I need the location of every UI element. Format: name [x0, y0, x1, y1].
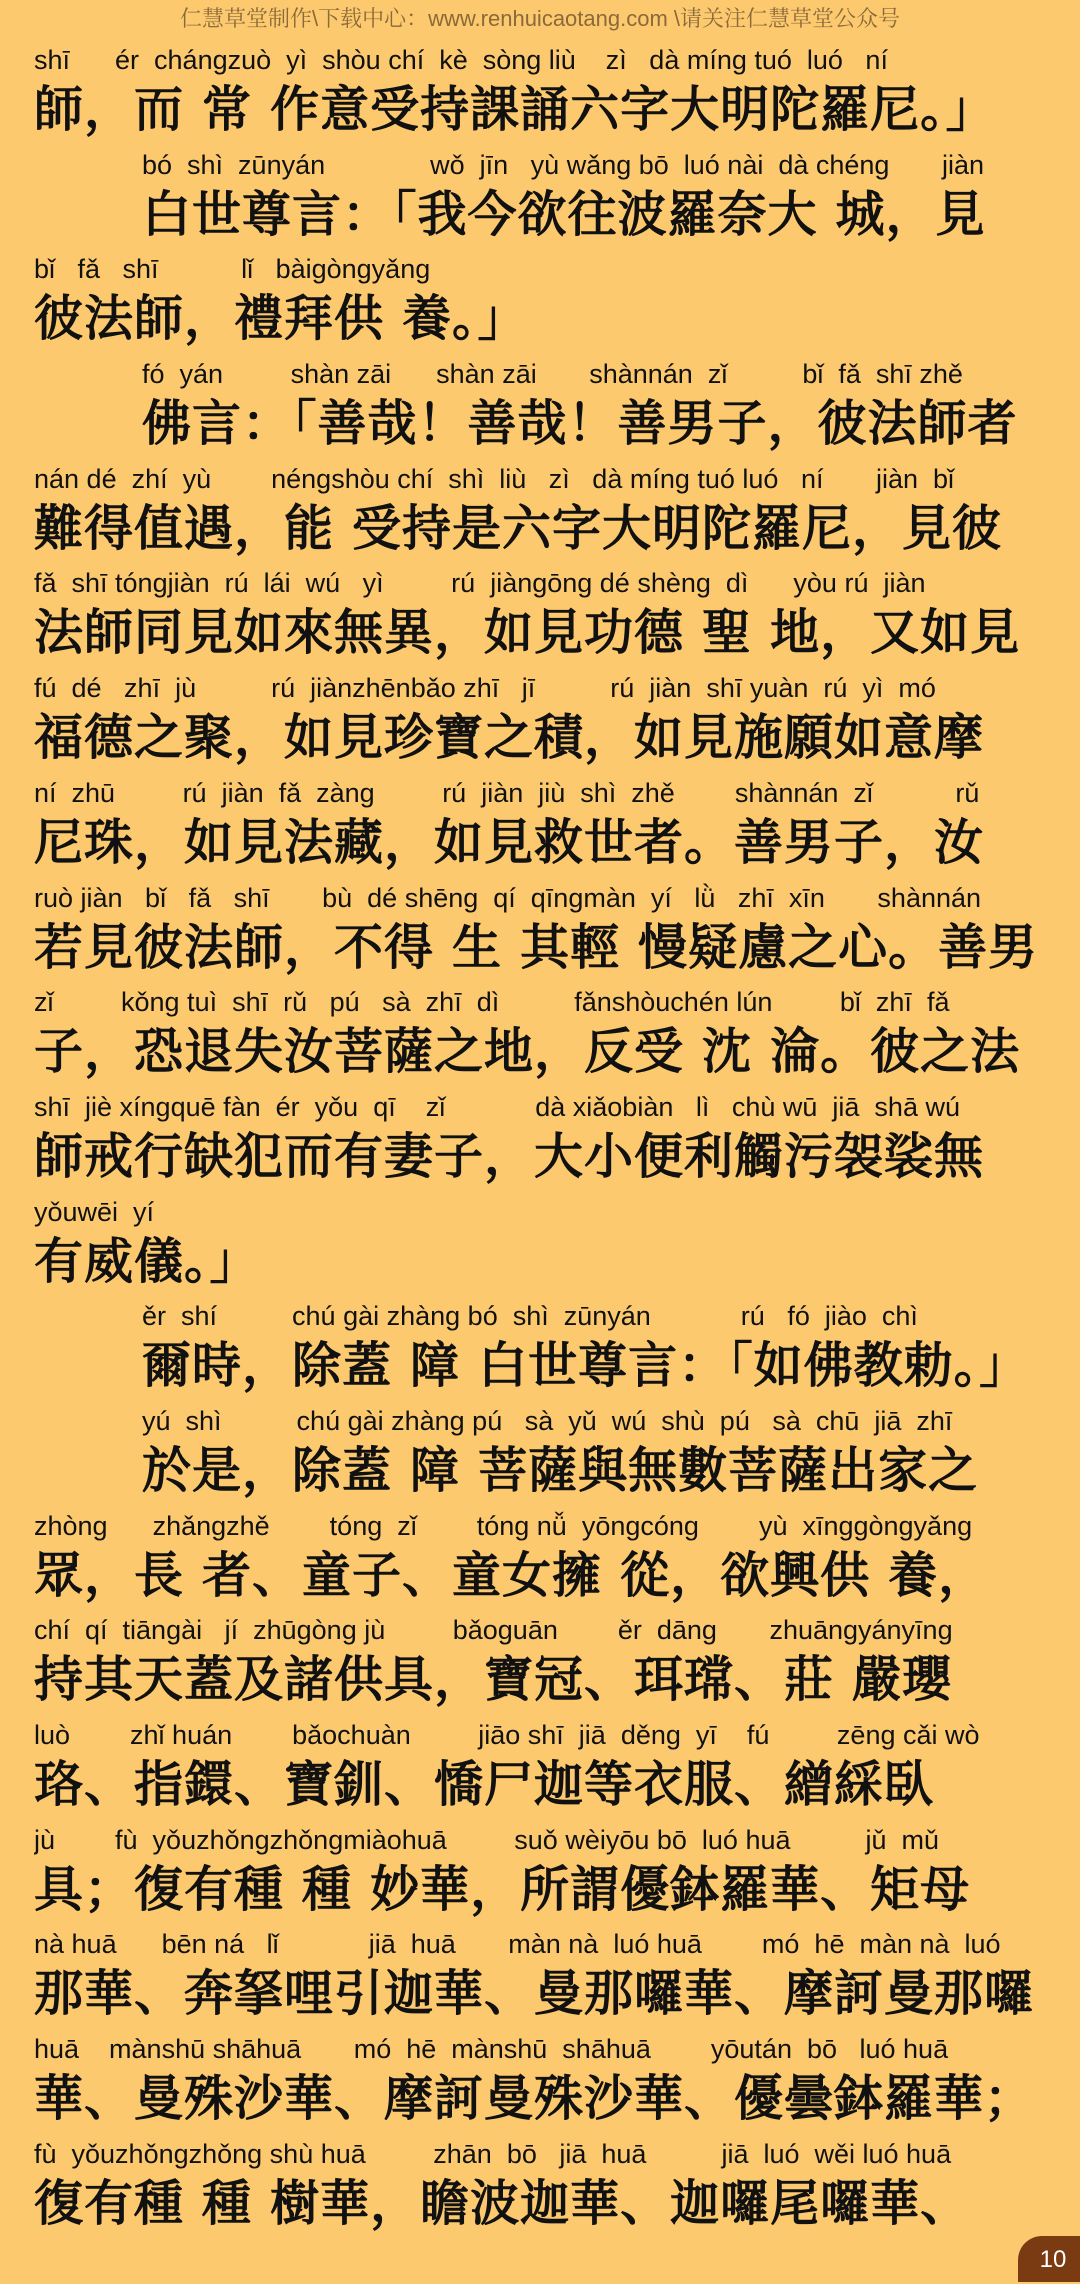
- chinese-text: 珞、指鐶、寶釧、憍尸迦等衣服、繒綵臥: [34, 1756, 935, 1813]
- text-line: [34, 868, 1046, 976]
- chinese-text: 佛言：「善哉！善哉！善男子，彼法師者: [142, 395, 1018, 453]
- pinyin-annotation: fó yán shàn zāi shàn zāi shànnán zǐ bǐ fǎ shī zhě: [142, 359, 963, 390]
- page-number-badge: 10: [1018, 2236, 1080, 2282]
- chinese-text: 若見彼法師，不得 生 其輕 慢疑慮之心。善男: [34, 918, 1039, 976]
- pinyin-annotation: bǐ fǎ shī lǐ bàigòngyǎng: [34, 254, 431, 285]
- text-line: [34, 344, 1046, 453]
- chinese-text: 具；復有種 種 妙華，所謂優鉢羅華、矩母: [34, 1860, 971, 1918]
- chinese-text: 白世尊言：「我今欲往波羅奈大 城，見: [142, 185, 986, 243]
- text-line: [34, 1496, 1046, 1604]
- pinyin-annotation: ěr shí chú gài zhàng bó shì zūnyán rú fó jiào chì: [142, 1301, 918, 1332]
- pinyin-annotation: zǐ kǒng tuì shī rǔ pú sà zhī dì fǎnshòuchén lún bǐ zhī fǎ: [34, 987, 950, 1018]
- text-line: [34, 1077, 1046, 1185]
- chinese-text: 那華、奔拏哩引迦華、曼那囉華、摩訶曼那囉: [34, 1965, 1035, 2023]
- chinese-text: 法師同見如來無異，如見功德 聖 地，又如見: [34, 604, 1021, 662]
- pinyin-annotation: jù fù yǒuzhǒngzhǒngmiàohuā suǒ wèiyōu bō luó huā jǔ mǔ: [34, 1824, 940, 1855]
- pinyin-annotation: bó shì zūnyán wǒ jīn yù wǎng bō luó nài dà chéng jiàn: [142, 149, 984, 180]
- chinese-text: 福德之聚，如見珍寶之積，如見施願如意摩: [34, 709, 985, 767]
- chinese-text: 有威儀。」: [34, 1232, 260, 1290]
- chinese-text: 彼法師，禮拜供 養。」: [34, 290, 528, 348]
- text-line: [34, 449, 1046, 557]
- text-line: [34, 1391, 1046, 1499]
- pinyin-annotation: ní zhū rú jiàn fǎ zàng rú jiàn jiù shì zhě shànnán zǐ rǔ: [34, 777, 980, 808]
- pinyin-annotation: zhòng zhǎngzhě tóng zǐ tóng nǚ yōngcóng yù xīnggòngyǎng: [34, 1510, 973, 1541]
- text-line: [34, 2124, 1046, 2232]
- text-line: [34, 972, 1046, 1081]
- pinyin-annotation: yǒuwēi yí: [34, 1196, 155, 1227]
- text-line: [34, 1810, 1046, 1918]
- pinyin-annotation: nà huā bēn ná lǐ jiā huā màn nà luó huā mó hē màn nà luó: [34, 1929, 1001, 1960]
- chinese-text: 於是，除蓋 障 菩薩與無數菩薩出家之: [142, 1441, 979, 1499]
- pinyin-annotation: shī jiè xíngquē fàn ér yǒu qī zǐ dà xiǎobiàn lì chù wū jiā shā wú: [34, 1091, 960, 1122]
- pinyin-annotation: ruò jiàn bǐ fǎ shī bù dé shēng qí qīngmàn yí lǜ zhī xīn shànnán: [34, 882, 982, 913]
- scripture-text: [34, 30, 1046, 2232]
- chinese-text: 復有種 種 樹華，瞻波迦華、迦囉尾囉華、: [34, 2174, 971, 2232]
- header-banner: 仁慧草堂制作\下载中心：www.renhuicaotang.com \请关注仁慧草堂公众号: [179, 6, 901, 31]
- text-line: [34, 658, 1046, 767]
- pinyin-annotation: huā mànshū shāhuā mó hē mànshū shāhuā yōután bō luó huā: [34, 2034, 949, 2065]
- text-line: [34, 30, 1046, 138]
- pinyin-annotation: nán dé zhí yù néngshòu chí shì liù zì dà míng tuó luó ní jiàn bǐ: [34, 463, 955, 494]
- text-line: [34, 135, 1046, 243]
- pinyin-annotation: chí qí tiāngài jí zhūgòng jù bǎoguān ěr dāng zhuāngyányīng: [34, 1615, 953, 1646]
- chinese-text: 難得值遇，能 受持是六字大明陀羅尼，見彼: [34, 499, 1003, 557]
- text-line: [34, 239, 1046, 348]
- text-line: [34, 763, 1046, 871]
- pinyin-annotation: fù yǒuzhǒngzhǒng shù huā zhān bō jiā huā jiā luó wěi luó huā: [34, 2138, 952, 2169]
- chinese-text: 眾，長 者、童子、童女擁 從，欲興供 養，: [34, 1546, 989, 1604]
- text-line: [34, 1705, 1046, 1813]
- chinese-text: 持其天蓋及諸供具，寶冠、珥瑺、莊 嚴瓔: [34, 1651, 953, 1709]
- pinyin-annotation: shī ér chángzuò yì shòu chí kè sòng liù zì dà míng tuó luó ní: [34, 45, 888, 75]
- chinese-text: 師，而 常 作意受持課誦六字大明陀羅尼。」: [34, 81, 996, 138]
- pinyin-annotation: yú shì chú gài zhàng pú sà yǔ wú shù pú sà chū jiā zhī: [142, 1405, 953, 1436]
- chinese-text: 爾時，除蓋 障 白世尊言：「如佛教勅。」: [142, 1337, 1030, 1395]
- pinyin-annotation: luò zhǐ huán bǎochuàn jiāo shī jiā děng yī fú zēng cǎi wò: [34, 1720, 980, 1750]
- chinese-text: 華、曼殊沙華、摩訶曼殊沙華、優曇鉢羅華；: [34, 2070, 1035, 2128]
- text-line: [34, 1600, 1046, 1709]
- pinyin-annotation: fú dé zhī jù rú jiànzhēnbǎo zhī jī rú jiàn shī yuàn rú yì mó: [34, 673, 936, 704]
- text-line: [34, 553, 1046, 662]
- pinyin-annotation: fǎ shī tóngjiàn rú lái wú yì rú jiàngōng dé shèng dì yòu rú jiàn: [34, 568, 926, 599]
- chinese-text: 尼珠，如見法藏，如見救世者。善男子，汝: [34, 813, 985, 871]
- text-line: [34, 1914, 1046, 2023]
- text-line: [34, 1182, 1046, 1290]
- chinese-text: 子，恐退失汝菩薩之地，反受 沈 淪。彼之法: [34, 1023, 1021, 1081]
- text-line: [34, 2019, 1046, 2128]
- text-line: [34, 1286, 1046, 1395]
- chinese-text: 師戒行缺犯而有妻子，大小便利觸污袈裟無: [34, 1127, 985, 1185]
